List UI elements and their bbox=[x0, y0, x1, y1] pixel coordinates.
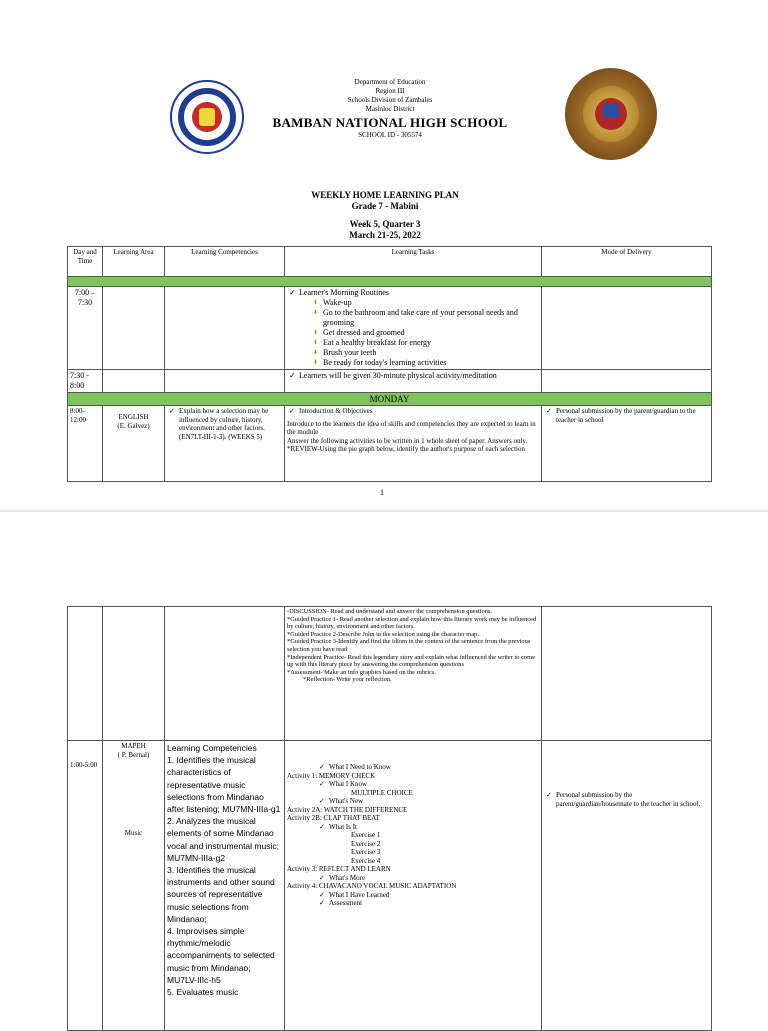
english-tasks bbox=[285, 406, 542, 482]
english-continued-tasks bbox=[285, 607, 542, 741]
english-area bbox=[103, 406, 165, 482]
list-item: 4. Improvises simple rhythmic/melodic accompaniments to selected music from Mindanao; MU7LV-IIIc-h5 bbox=[167, 926, 275, 985]
list-item: ⬇ Be ready for today's learning activities bbox=[323, 358, 539, 368]
list-item: ⬇ Get dressed and groomed bbox=[323, 328, 539, 338]
school-name: BAMBAN NATIONAL HIGH SCHOOL bbox=[272, 115, 508, 130]
list-item: Answer the following activities to be written in 1 whole sheet of paper. Answers only. bbox=[287, 436, 528, 445]
list-item: Exercise 4 bbox=[351, 856, 381, 865]
plan-dates: March 21-25, 2022 bbox=[349, 230, 421, 240]
list-item: ✓ What I Need to Know bbox=[329, 763, 539, 772]
division-name: Schools Division of Zambales bbox=[347, 96, 433, 104]
english-continued-row bbox=[68, 607, 712, 741]
list-item: 1. Identifies the musical characteristics of representative music selections from Mindanao after listening; MU7MN-IIIa-g1 bbox=[167, 755, 281, 815]
list-item: ✓ What I Know bbox=[329, 780, 539, 789]
list-item: ✓ What's New bbox=[329, 797, 539, 806]
school-seal-logo bbox=[565, 68, 657, 160]
list-item: *REVIEW-Using the pie graph below, identify the author's purpose of each selection bbox=[287, 445, 525, 453]
mapeh-teacher: ( P. Bernal) bbox=[117, 750, 150, 759]
list-item: ✓ Assessment bbox=[329, 899, 539, 908]
english-row bbox=[68, 406, 712, 482]
reflection-task: *Reflection- Write your reflection. bbox=[303, 676, 392, 684]
list-item: Activity 1: MEMORY CHECK bbox=[287, 771, 376, 780]
list-item: 3. Identifies the musical instruments and other sound sources of representative music selections from Mindanao; bbox=[167, 865, 275, 924]
list-item: ⬇ Wake-up bbox=[323, 298, 539, 308]
mapeh-area bbox=[103, 741, 165, 1031]
list-item: ⬇ Brush your teeth bbox=[323, 348, 539, 358]
table-header-row bbox=[68, 247, 712, 277]
list-item: ✓ What's More bbox=[329, 874, 539, 883]
list-item: MULTIPLE CHOICE bbox=[351, 788, 413, 797]
green-divider-row bbox=[68, 277, 712, 287]
day-label: MONDAY bbox=[68, 393, 712, 406]
morning-routine-title: ✓ Learner's Morning Routines bbox=[299, 288, 539, 298]
morning-time: 7:00 – 7:30 bbox=[68, 287, 103, 370]
list-item: *Independent Practice- Read this legendary story and explain what influenced the writer to come up with this literary piece by answering the comprehension questions bbox=[287, 653, 535, 669]
monday-row bbox=[68, 393, 712, 406]
list-item: Activity 2B: CLAP THAT BEAT bbox=[287, 814, 380, 822]
list-item: Exercise 2 bbox=[351, 839, 381, 848]
list-item: Learning Competencies bbox=[167, 743, 257, 753]
list-item: 2. Analyzes the musical elements of some Mindanao vocal and instrumental music; MU7MN-IIIa-g2 bbox=[167, 816, 279, 863]
page-number: 1 bbox=[380, 488, 384, 497]
english-time: 8:00-12:00 bbox=[68, 406, 103, 482]
exercise-time: 7:30 - 8:00 bbox=[68, 370, 103, 393]
header-learning-competencies: Learning Competencies bbox=[165, 247, 285, 277]
list-item: Activity 3: REFLECT AND LEARN bbox=[287, 865, 391, 873]
list-item: *Guided Practice 3-Identify and find the idiom in the context of the sentence from the previous selection you have read bbox=[287, 638, 531, 653]
mapeh-row bbox=[68, 741, 712, 1031]
header-day-time: Day and Time bbox=[68, 247, 103, 277]
list-item: ⬇ Eat a healthy breakfast for energy bbox=[323, 338, 539, 348]
mapeh-tasks bbox=[285, 741, 542, 1031]
english-teacher: (E. Galvez) bbox=[117, 421, 150, 430]
mapeh-subject: Music bbox=[124, 829, 143, 837]
header-mode-of-delivery: Mode of Delivery bbox=[542, 247, 712, 277]
district-name: Masinloc District bbox=[365, 105, 415, 113]
list-item: -DISCUSSION- Read and understand and answer the comprehension questions. bbox=[287, 608, 492, 615]
list-item: ⬇ Go to the bathroom and take care of your personal needs and grooming bbox=[323, 308, 539, 328]
english-task-heading: ✓ Introduction & Objectives bbox=[299, 407, 539, 416]
english-competency: ✓ Explain how a selection may be influenced by culture, history, environment and other factors. (EN7LT-III-1-3). (WEEKS 5) bbox=[179, 407, 282, 441]
list-item: ✓ What I Have Learned bbox=[329, 891, 539, 900]
plan-week: Week 5, Quarter 3 bbox=[349, 219, 421, 229]
learning-plan-table bbox=[67, 246, 712, 482]
list-item: *Guided Practice 1- Read another selection and explain how this literary work may be influenced by culture, history, environment and other factors. bbox=[287, 615, 537, 631]
exercise-row bbox=[68, 370, 712, 393]
mapeh-mode: ✓ Personal submission by the parent/guardian/housemate to the teacher in school. bbox=[556, 791, 709, 808]
english-area-name: ENGLISH bbox=[118, 413, 149, 421]
plan-title: WEEKLY HOME LEARNING PLAN bbox=[311, 190, 459, 200]
list-item: Exercise 3 bbox=[351, 848, 381, 856]
list-item: Introduce to the learners the idea of skills and competencies they are expected to learn in the module bbox=[287, 419, 536, 436]
english-mode: ✓ Personal submission by the parent/guardian to the teacher in school bbox=[556, 407, 709, 424]
page-1 bbox=[0, 0, 768, 512]
mapeh-time: 1:00-5:00 bbox=[68, 741, 103, 1031]
list-item: Activity 4: CHAVACANO VOCAL MUSIC ADAPTATION bbox=[287, 882, 457, 890]
plan-grade: Grade 7 - Mabini bbox=[351, 201, 419, 211]
list-item: 5. Evaluates music bbox=[167, 987, 239, 998]
list-item: *Guided Practice 2-Describe John in the selection using the character map. bbox=[287, 630, 479, 638]
header-learning-tasks: Learning Tasks bbox=[285, 247, 542, 277]
header-learning-area: Learning Area bbox=[103, 247, 165, 277]
exercise-task: ✓ Learners will be given 30-minute physical activity/meditation bbox=[299, 371, 539, 381]
list-item: *Assessment- Make an info graphics based on the rubrics. bbox=[287, 668, 436, 676]
list-item: Exercise 1 bbox=[351, 831, 381, 839]
morning-tasks bbox=[285, 287, 542, 370]
page-2 bbox=[0, 512, 768, 1024]
learning-plan-table-continued bbox=[67, 606, 712, 1031]
region-name: Region III bbox=[375, 87, 405, 95]
school-id: SCHOOL ID - 305574 bbox=[358, 131, 422, 139]
list-item: ✓ What Is It bbox=[329, 823, 539, 832]
mapeh-area-name: MAPEH bbox=[121, 742, 146, 750]
mapeh-competencies bbox=[165, 741, 285, 1031]
department-name: Department of Education bbox=[354, 78, 426, 86]
morning-routine-row bbox=[68, 287, 712, 370]
list-item: Activity 2A: WATCH THE DIFFERENCE bbox=[287, 805, 408, 814]
deped-seal-logo bbox=[170, 80, 244, 154]
